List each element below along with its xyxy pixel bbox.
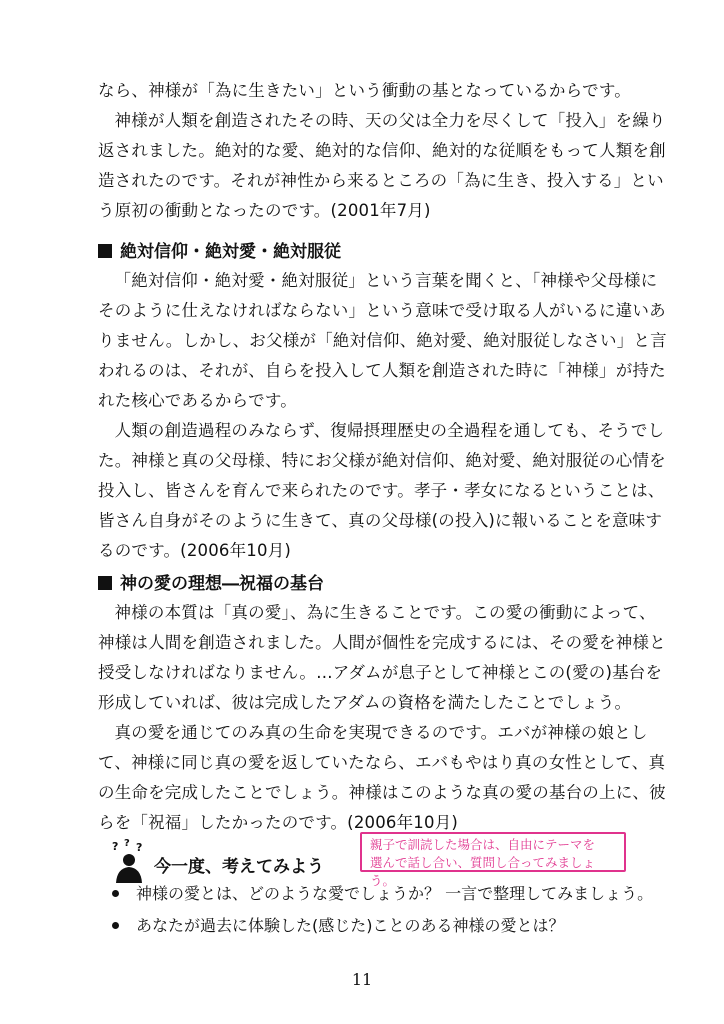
review-title: 今一度、考えてみよう [154, 857, 324, 877]
bullet-icon [112, 922, 119, 929]
question-list [110, 878, 670, 942]
svg-text:?: ? [112, 840, 119, 853]
note-box [360, 832, 626, 888]
paragraph: 「絶対信仰・絶対愛・絶対服従」という言葉を聞くと、「神様や父母様にそのように仕えなければならない」という意味で受け取る人がいるに違いありません。しかし、お父様が「絶対信仰、絶対愛、絶対服従しなさい」と言われるのは、それが、自らを投入して人類を創造された時に「神様」が持たれた核心であるからです。 [98, 271, 667, 410]
paragraph: 真の愛を通じてのみ真の生命を実現できるのです。エバが神様の娘として、神様に同じ真の愛を返していたなら、エバもやはり真の女性として、真の生命を完成したことでしょう。神様はこのような真の愛の基台の上に、彼らを「祝福」したかったのです。(2006年10月) [98, 723, 666, 832]
question-text: 神様の愛とは、どのような愛でしょうか？ 一言で整理してみましょう。 [136, 884, 654, 903]
section-heading [98, 238, 670, 266]
svg-text:?: ? [136, 841, 143, 854]
section-heading-text: 神の愛の理想―祝福の基台 [120, 574, 324, 594]
paragraph: 人類の創造過程のみならず、復帰摂理歴史の全過程を通しても、そうでした。神様と真の父母様、特にお父様が絶対信仰、絶対愛、絶対服従の心情を投入し、皆さんを育んで来られたのです。孝子・孝女になるということは、皆さん自身がそのように生きて、真の父母様(の投入)に報いることを意味するのです。(2006年10月) [98, 421, 666, 560]
list-item [110, 910, 670, 942]
svg-text:?: ? [124, 838, 130, 849]
paragraph: 神様の本質は「真の愛」、為に生きることです。この愛の衝動によって、神様は人間を創造されました。人間が個性を完成するには、その愛を神様と授受しなければなりません。…アダムが息子として神様とこの(愛の)基台を形成していれば、彼は完成したアダムの資格を満たしたことでしょう。 [98, 603, 666, 712]
bullet-icon [112, 890, 119, 897]
question-text: あなたが過去に体験した(感じた)ことのある神様の愛とは？ [136, 916, 565, 935]
square-bullet-icon [98, 244, 112, 258]
list-item [110, 878, 670, 910]
section-heading-text: 絶対信仰・絶対愛・絶対服従 [120, 242, 341, 262]
note-line: 親子で訓読した場合は、自由にテーマを [370, 837, 596, 852]
note-line: 選んで話し合い、質問し合ってみましょう。 [370, 855, 596, 888]
page-number: 11 [351, 970, 373, 989]
paragraph: なら、神様が「為に生きたい」という衝動の基となっているからです。 [98, 81, 631, 100]
section-heading [98, 570, 670, 598]
square-bullet-icon [98, 576, 112, 590]
paragraph: 神様が人類を創造されたその時、天の父は全力を尽くして「投入」を繰り返されました。絶対的な愛、絶対的な信仰、絶対的な従順をもって人類を創造されたのです。それが神性から来るところの「為に生き、投入する」という原初の衝動となったのです。(2001年7月) [98, 111, 666, 220]
